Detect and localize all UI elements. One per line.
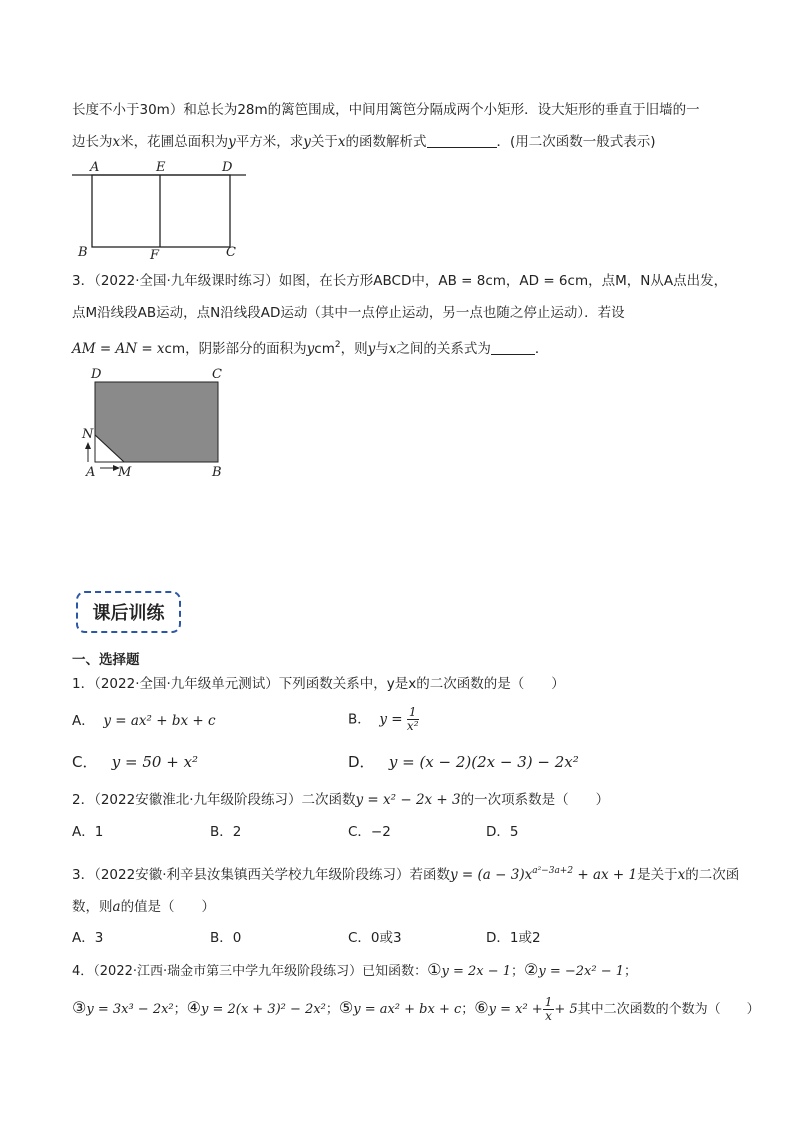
mc2-expr: y = x² − 2x + 3 — [355, 792, 461, 808]
mc2-text: 的一次项系数是（ ） — [460, 792, 610, 808]
mc3-text: 是关于 — [637, 867, 678, 883]
option-label: A． — [72, 713, 95, 729]
var-x: x — [112, 134, 121, 150]
mc3-expr: + ax + 1 — [573, 867, 638, 883]
mc3-stem-line1 — [72, 861, 739, 885]
circled-number-5: ⑤ — [338, 998, 354, 1017]
mc3-option-a[interactable]: A．3 — [72, 930, 104, 946]
label-b: B — [212, 465, 222, 480]
circled-number-1: ① — [427, 960, 442, 979]
label-c: C — [226, 245, 236, 260]
label-e: E — [156, 160, 166, 175]
denominator: x² — [406, 719, 419, 733]
label-d: D — [222, 160, 233, 175]
mc3-stem-line2 — [72, 897, 215, 917]
var-x: x — [337, 134, 346, 150]
circled-number-6: ⑥ — [474, 998, 489, 1017]
mc4-text: 其中二次函数的个数为（ ） — [577, 1002, 760, 1017]
q3-text: ． — [534, 341, 549, 357]
arrow-head-icon — [85, 442, 91, 449]
q3-expr: AM = AN = x — [72, 341, 165, 357]
option-label: C． — [72, 753, 98, 771]
option-expr: y = 50 + x² — [111, 753, 199, 771]
mc1-option-a[interactable] — [72, 711, 216, 731]
q3-text-line2: 点M沿线段AB运动，点N沿线段AD运动（其中一点停止运动，另一点也随之停止运动）．若设 — [72, 305, 625, 321]
mc3-exponent: a²−3a+2 — [532, 866, 574, 876]
mc1-option-d[interactable] — [348, 752, 579, 772]
section-heading: 一、选择题 — [72, 652, 140, 668]
label-a: A — [86, 465, 96, 480]
label-n: N — [82, 427, 94, 442]
var-a: a — [112, 899, 121, 915]
mc1-option-b[interactable] — [348, 706, 419, 733]
q3-text: cm — [314, 341, 335, 357]
q2-text: 的函数解析式 — [345, 134, 427, 150]
separator: ； — [511, 964, 525, 979]
var-x: x — [677, 867, 686, 883]
q3-text: cm，阴影部分的面积为 — [164, 341, 307, 357]
answer-blank — [427, 147, 497, 148]
var-y: y — [306, 341, 315, 357]
mc2-option-d[interactable]: D．5 — [486, 824, 519, 840]
q2-text: 边长为 — [72, 134, 113, 150]
rectangle-figure — [78, 362, 238, 482]
option-label: B． — [348, 711, 371, 728]
q3-text-line3 — [72, 335, 548, 359]
shaded-region — [95, 382, 218, 462]
var-y: y — [228, 134, 236, 150]
mc2-option-a[interactable]: A．1 — [72, 824, 104, 840]
function-6-tail: + 5 — [554, 1002, 578, 1017]
option-expr: y = ax² + bx + c — [103, 713, 216, 729]
q3-text-line1: 3．（2022·全国·九年级课时练习）如图，在长方形ABCD中，AB = 8cm，AD = 6cm，点M，N从A点出发， — [72, 273, 728, 289]
mc3-expr: y = (a − 3)x — [450, 867, 533, 883]
garden-rectangle — [92, 175, 230, 247]
var-y: y — [303, 134, 311, 150]
var-y: y — [367, 341, 376, 357]
mc1-option-c[interactable] — [72, 752, 198, 772]
function-4: y = 2(x + 3)² − 2x² — [201, 1002, 326, 1017]
q2-text: 平方米，求 — [235, 134, 304, 150]
function-5: y = ax² + bx + c — [353, 1002, 462, 1017]
mc2-option-c[interactable]: C．−2 — [348, 824, 391, 840]
homework-badge: 课后训练 — [76, 591, 181, 633]
function-1: y = 2x − 1 — [441, 964, 512, 979]
separator: ； — [461, 1002, 475, 1017]
q3-text: ，则 — [340, 341, 368, 357]
denominator: x — [545, 1009, 552, 1023]
mc2-text: 2．（2022安徽淮北·九年级阶段练习）二次函数 — [72, 792, 356, 808]
circled-number-2: ② — [524, 960, 539, 979]
mc4-stem-line2 — [72, 996, 760, 1023]
mc2-stem — [72, 790, 609, 810]
label-a: A — [90, 160, 100, 175]
function-2: y = −2x² − 1 — [538, 964, 625, 979]
q3-sup: 2 — [334, 340, 341, 350]
mc3-option-d[interactable]: D．1或2 — [486, 930, 541, 946]
mc4-stem-line1 — [72, 960, 637, 982]
numerator: 1 — [408, 705, 417, 719]
fraction — [407, 706, 419, 733]
mc3-text: 数，则 — [72, 899, 113, 915]
var-x: x — [388, 341, 397, 357]
label-f: F — [150, 248, 160, 262]
q3-text: 与 — [375, 341, 389, 357]
mc4-text: 4．（2022·江西·瑞金市第三中学九年级阶段练习）已知函数： — [72, 964, 428, 979]
garden-figure — [70, 158, 250, 262]
answer-blank — [491, 354, 535, 355]
q2-text-line2 — [72, 132, 656, 152]
option-expr: y = (x − 2)(2x − 3) − 2x² — [388, 753, 579, 771]
q2-text: 米，花圃总面积为 — [120, 134, 229, 150]
mc3-option-b[interactable]: B．0 — [210, 930, 242, 946]
mc1-stem: 1．（2022·全国·九年级单元测试）下列函数关系中，y是x的二次函数的是（ ） — [72, 676, 565, 692]
function-6: y = x² + — [488, 1002, 543, 1017]
label-d: D — [91, 367, 102, 382]
label-b: B — [78, 245, 88, 260]
q2-text-line1: 长度不小于30m）和总长为28m的篱笆围成，中间用篱笆分隔成两个小矩形．设大矩形的垂直于旧墙的一 — [72, 102, 700, 118]
mc3-text: 3．（2022安徽·利辛县汝集镇西关学校九年级阶段练习）若函数 — [72, 867, 450, 883]
mc3-text: 的二次函 — [685, 867, 740, 883]
label-c: C — [212, 367, 222, 382]
numerator: 1 — [544, 995, 553, 1009]
q2-text: ．(用二次函数一般式表示) — [496, 134, 656, 150]
mc2-option-b[interactable]: B．2 — [210, 824, 242, 840]
q3-text: 之间的关系式为 — [396, 341, 491, 357]
separator: ； — [173, 1002, 187, 1017]
option-label: D． — [348, 753, 375, 771]
fraction — [543, 996, 555, 1023]
function-3: y = 3x³ − 2x² — [86, 1002, 174, 1017]
separator: ； — [325, 1002, 339, 1017]
circled-number-3: ③ — [72, 998, 87, 1017]
label-m: M — [118, 465, 132, 480]
separator: ； — [624, 964, 638, 979]
circled-number-4: ④ — [186, 998, 201, 1017]
mc3-option-c[interactable]: C．0或3 — [348, 930, 402, 946]
mc3-text: 的值是（ ） — [120, 899, 216, 915]
q2-text: 关于 — [310, 134, 338, 150]
option-expr: y = — [379, 711, 403, 728]
